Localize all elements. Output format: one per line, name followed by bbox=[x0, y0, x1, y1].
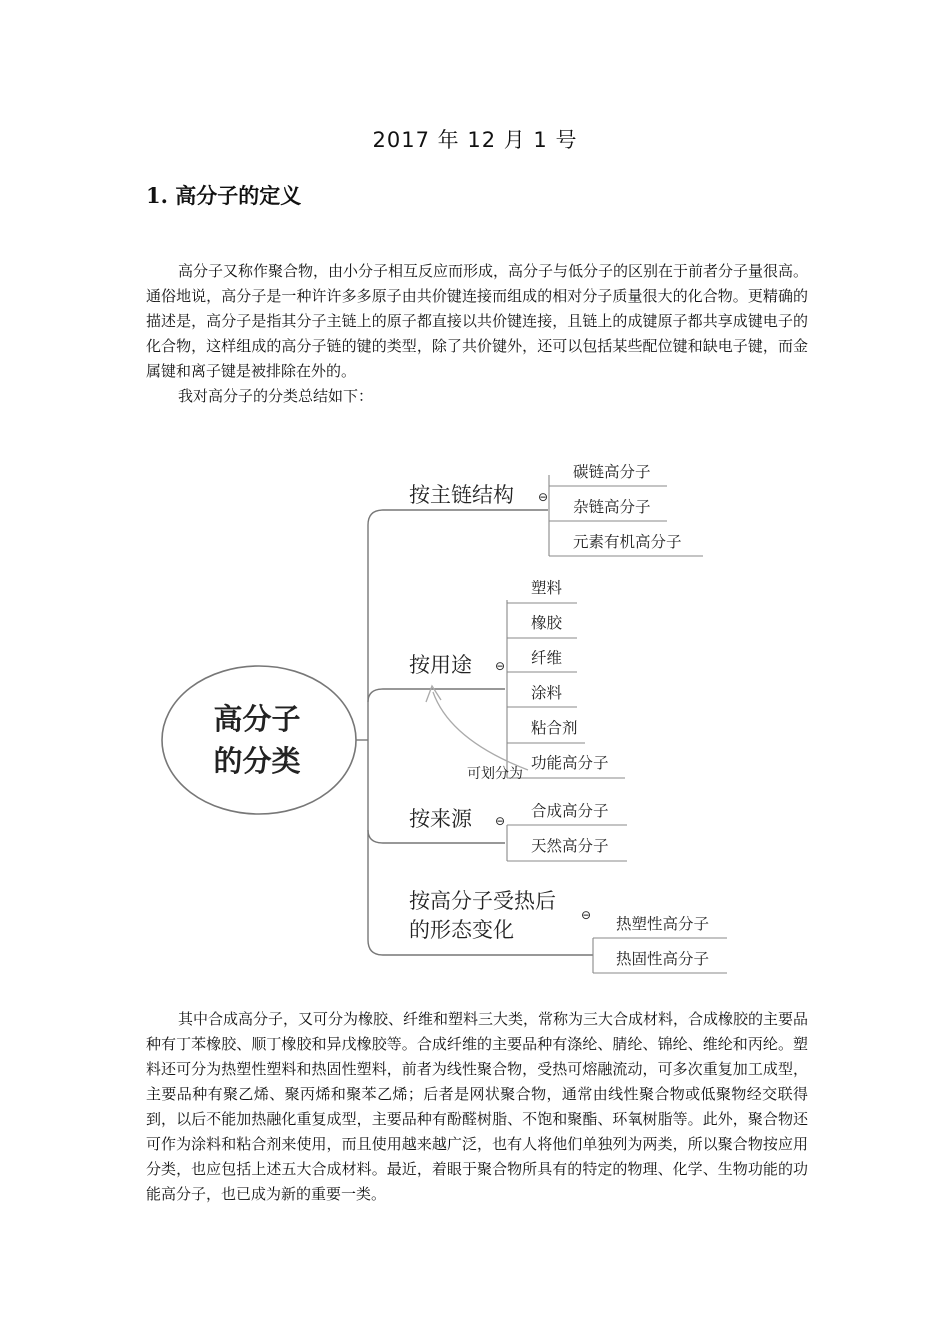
edge-to-branch3 bbox=[368, 830, 505, 843]
leaf-synthetic: 合成高分子 bbox=[531, 802, 609, 820]
leaf-natural: 天然高分子 bbox=[531, 837, 609, 855]
leaf-thermoset: 热固性高分子 bbox=[616, 950, 710, 968]
leaf-hetero-chain: 杂链高分子 bbox=[573, 498, 651, 516]
leaf-element-organic: 元素有机高分子 bbox=[573, 533, 682, 551]
trunk-vertical bbox=[368, 510, 383, 955]
branch4-label-line1: 按高分子受热后 bbox=[409, 889, 556, 913]
collapse-icon[interactable]: ⊖ bbox=[494, 659, 506, 673]
leaf-functional: 功能高分子 bbox=[531, 754, 609, 772]
leaf-fiber: 纤维 bbox=[531, 649, 563, 667]
annotation-label: 可划分为 bbox=[467, 766, 523, 782]
section-number: 1. bbox=[146, 183, 168, 208]
center-node bbox=[162, 666, 356, 814]
collapse-icon[interactable]: ⊖ bbox=[537, 490, 549, 504]
branch1-label: 按主链结构 bbox=[409, 483, 514, 507]
branch-by-source bbox=[409, 801, 627, 861]
collapse-icon[interactable]: ⊖ bbox=[494, 814, 506, 828]
leaf-rubber: 橡胶 bbox=[531, 614, 563, 632]
branch-by-use bbox=[409, 579, 625, 778]
collapse-icon[interactable]: ⊖ bbox=[580, 908, 592, 922]
branch4-label-line2: 的形态变化 bbox=[409, 918, 514, 942]
intro-paragraph: 高分子又称作聚合物，由小分子相互反应而形成，高分子与低分子的区别在于前者分子量很高。通俗地说，高分子是一种许许多多原子由共价键连接而组成的相对分子质量很大的化合物。更精确的描述是，高分子是指其分子主链上的原子都直接以共价键连接，且链上的成键原子都共享成键电子的化合物，这样组成的高分子链的键的类型，除了共价键外，还可以包括某些配位键和缺电子键，而金属键和离子键是被排除在外的。 bbox=[146, 262, 809, 380]
section-title: 高分子的定义 bbox=[175, 184, 302, 208]
leaf-thermoplastic: 热塑性高分子 bbox=[616, 915, 710, 933]
document-date: 2017 年 12 月 1 号 bbox=[372, 128, 578, 152]
leaf-plastic: 塑料 bbox=[531, 579, 563, 597]
center-node-line1: 高分子 bbox=[213, 702, 301, 736]
leaf-adhesive: 粘合剂 bbox=[531, 719, 578, 737]
body-block bbox=[146, 1007, 808, 1207]
classification-mind-map bbox=[0, 440, 950, 985]
body-paragraph: 其中合成高分子，又可分为橡胶、纤维和塑料三大类，常称为三大合成材料，合成橡胶的主要品种有丁苯橡胶、顺丁橡胶和异戊橡胶等。合成纤维的主要品种有涤纶、腈纶、锦纶、维纶和丙纶。塑料还可分为热塑性塑料和热固性塑料，前者为线性聚合物，受热可熔融流动，可多次重复加工成型，主要品种有聚乙烯、聚丙烯和聚苯乙烯；后者是网状聚合物，通常由线性聚合物或低聚物经交联得到，以后不能加热融化重复成型，主要品种有酚醛树脂、不饱和聚酯、环氧树脂等。此外，聚合物还可作为涂料和粘合剂来使用，而且使用越来越广泛，也有人将他们单独列为两类，所以聚合物按应用分类，也应包括上述五大合成材料。最近，着眼于聚合物所具有的特定的物理、化学、生物功能的功能高分子，也已成为新的重要一类。 bbox=[146, 1010, 809, 1203]
center-node-line2: 的分类 bbox=[213, 744, 301, 778]
summary-intro-paragraph: 我对高分子的分类总结如下： bbox=[178, 387, 374, 405]
branch3-label: 按来源 bbox=[409, 807, 472, 831]
branch-by-thermal-behavior bbox=[383, 889, 727, 973]
branch2-label: 按用途 bbox=[409, 653, 472, 677]
intro-block bbox=[146, 259, 808, 409]
branch-main-chain-structure bbox=[383, 462, 703, 556]
annotation-arrow bbox=[426, 686, 528, 782]
leaf-carbon-chain: 碳链高分子 bbox=[573, 463, 651, 481]
leaf-coating: 涂料 bbox=[531, 684, 563, 702]
section-heading bbox=[146, 180, 301, 210]
